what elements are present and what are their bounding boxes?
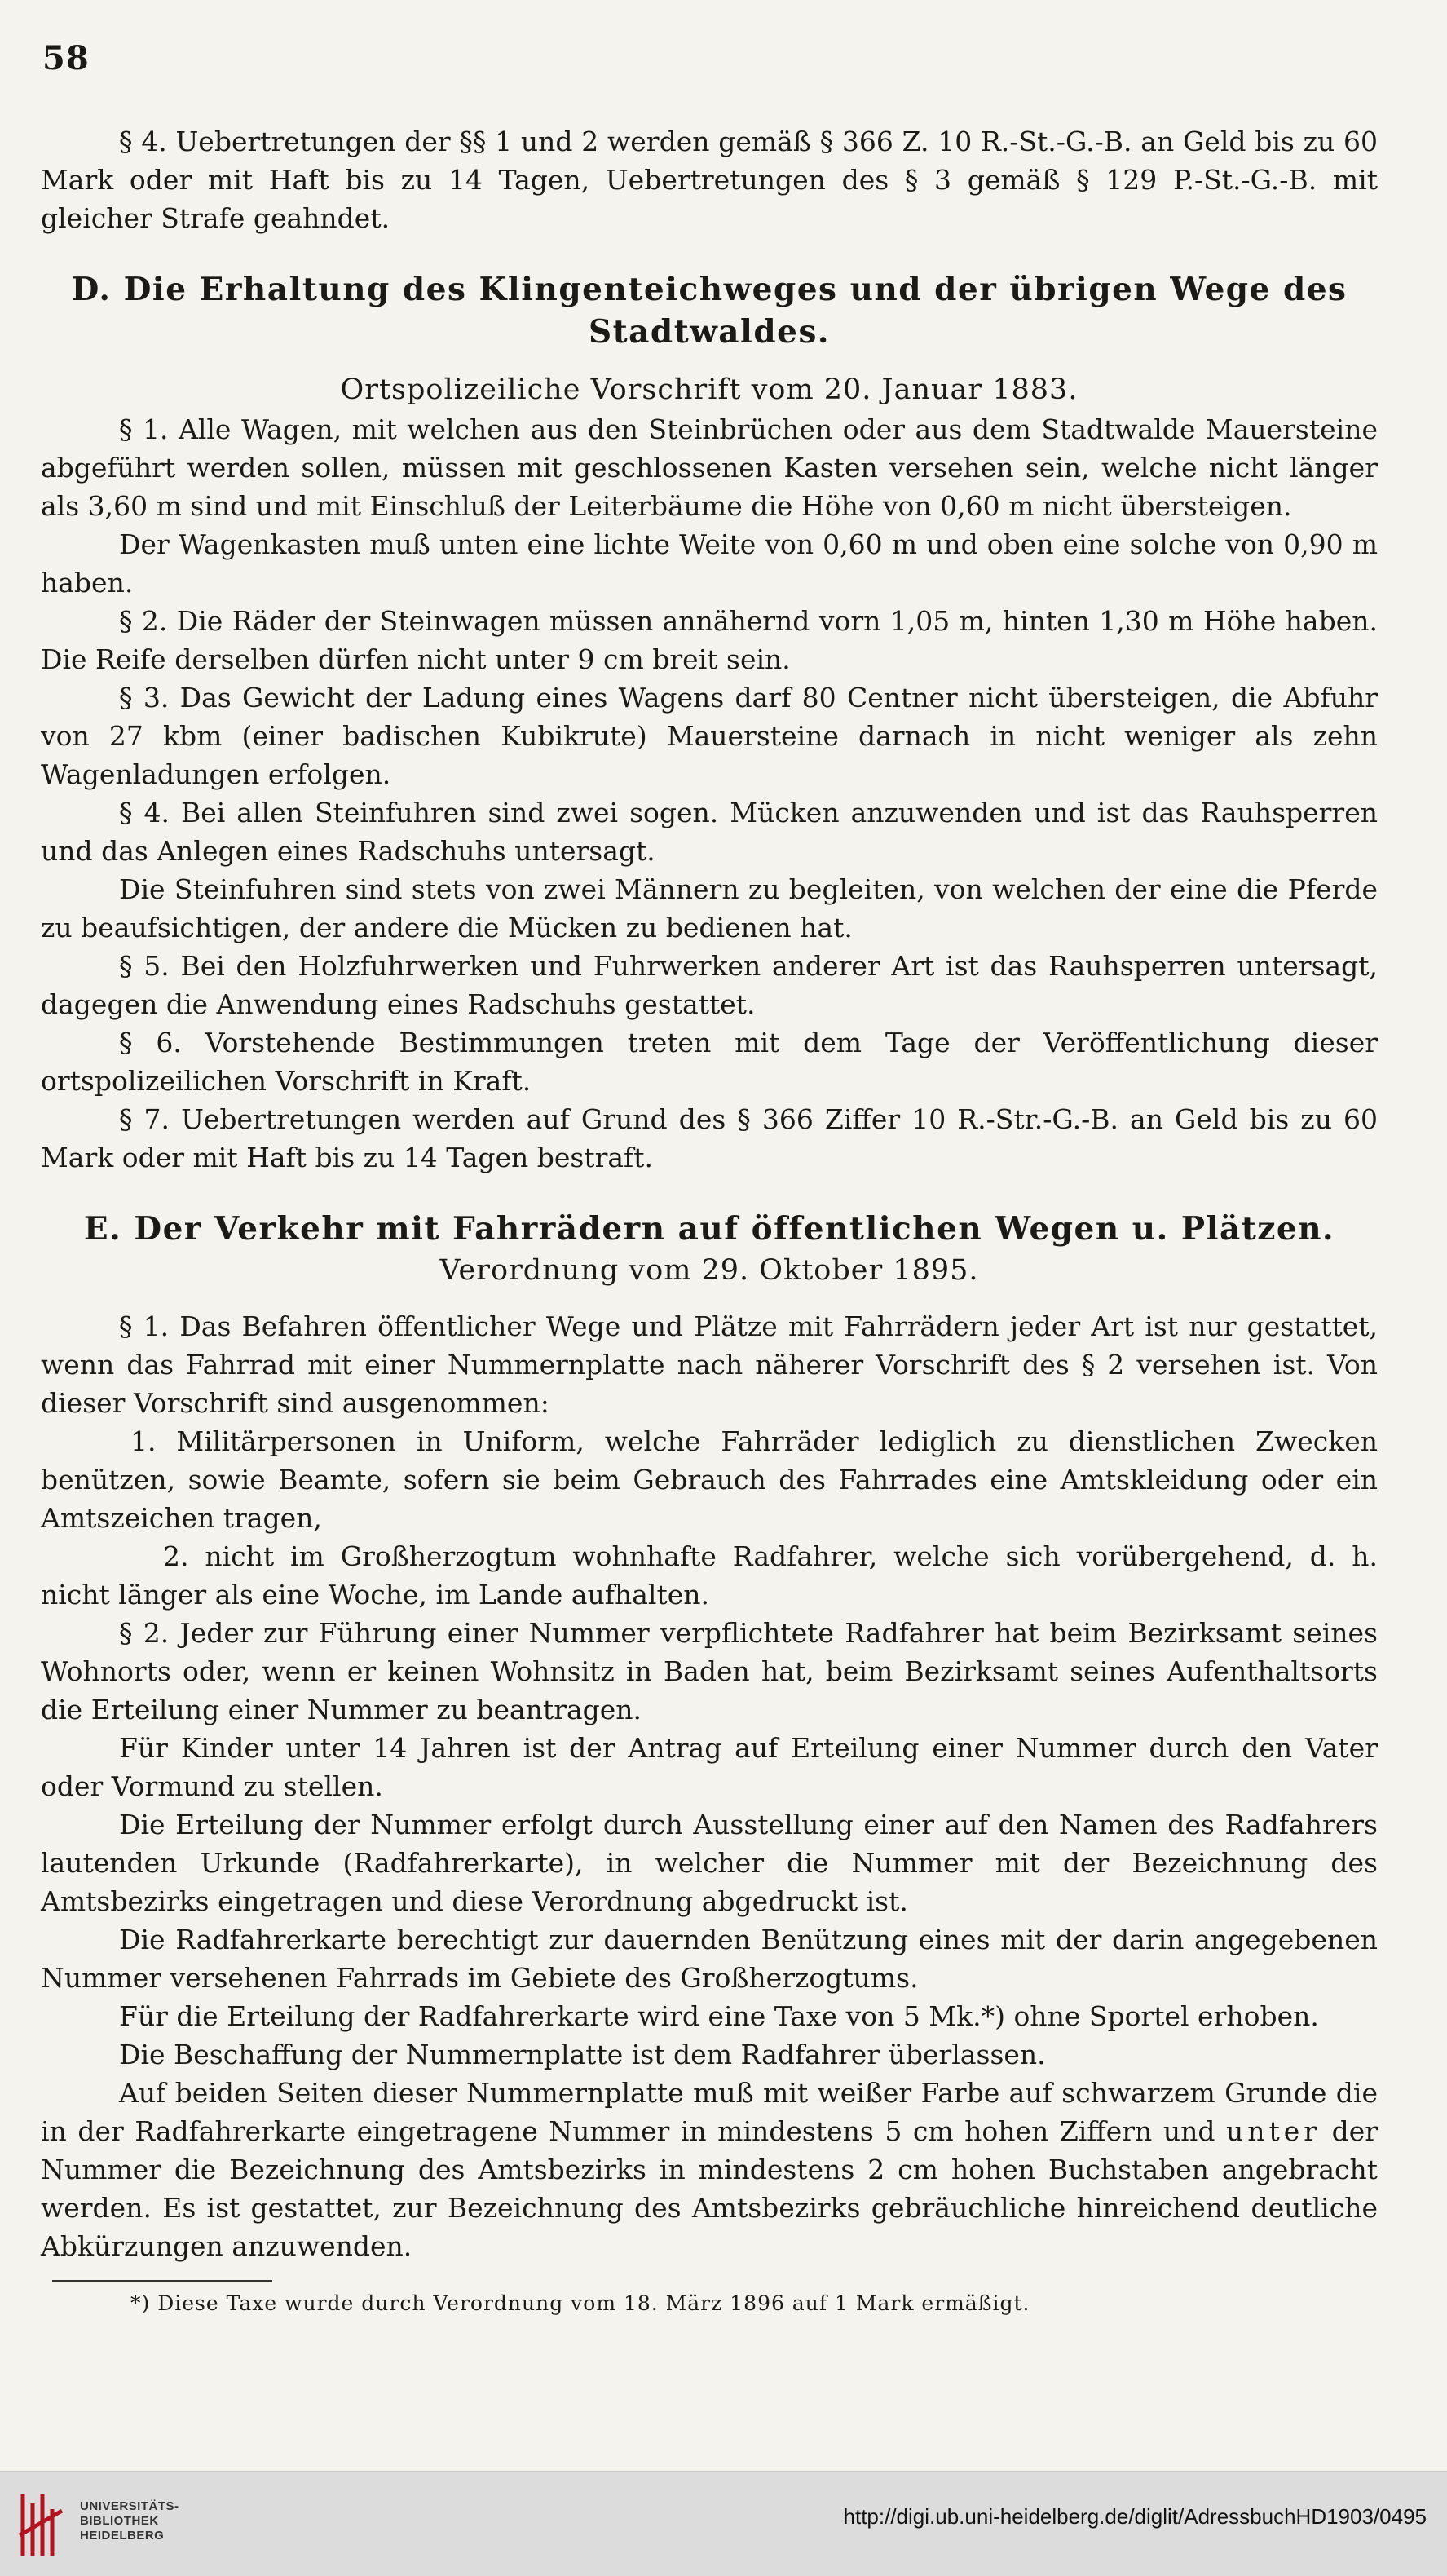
section-d-paragraph: Die Steinfuhren sind stets von zwei Männern zu begleiten, von welchen der eine die Pferde zu beaufsichtigen, der andere die Mücken zu bedienen hat.: [41, 873, 1378, 943]
library-name-line: UNIVERSITÄTS-: [80, 2499, 179, 2513]
spaced-word: unter: [1225, 2115, 1321, 2147]
section-e-paragraph: Für Kinder unter 14 Jahren ist der Antrag auf Erteilung einer Nummer durch den Vater oder Vormund zu stellen.: [41, 1732, 1378, 1802]
section-e-paragraph: Für die Erteilung der Radfahrerkarte wird eine Taxe von 5 Mk.*) ohne Sportel erhoben.: [119, 2000, 1319, 2032]
section-d-title: Die Erhaltung des Klingenteichweges und der übrigen Wege des Stadtwaldes.: [123, 271, 1348, 351]
section-d-paragraph: § 1. Alle Wagen, mit welchen aus den Steinbrüchen oder aus dem Stadtwalde Mauersteine abgeführt werden sollen, müssen mit geschlossenen Kasten versehen sein, welche nicht länger als 3,60 m sind und mit Einschluß der Leiterbäume die Höhe von 0,60 m nicht übersteigen.: [41, 413, 1378, 522]
section-e-title: Der Verkehr mit Fahrrädern auf öffentlichen Wegen u. Plätzen.: [134, 1210, 1335, 1248]
section-e-subtitle: Verordnung vom 29. Oktober 1895.: [439, 1254, 979, 1287]
section-e-paragraph: § 2. Jeder zur Führung einer Nummer verpflichtete Radfahrer hat beim Bezirksamt seines Wohnorts oder, wenn er keinen Wohnsitz in Baden hat, beim Bezirksamt seines Aufenthaltsorts die Erteilung einer Nummer zu beantragen.: [41, 1617, 1378, 1725]
exception-item-1: 1. Militärpersonen in Uniform, welche Fahrräder lediglich zu dienstlichen Zwecken benützen, sowie Beamte, sofern sie beim Gebrauch des Fahrrades eine Amtskleidung oder ein Amtszeichen tragen,: [41, 1425, 1378, 1534]
section-d-heading: [41, 268, 1378, 353]
section-e-letter: E.: [83, 1210, 122, 1248]
section-e-last-paragraph: [41, 2074, 1378, 2265]
section-d-paragraph: § 4. Bei allen Steinfuhren sind zwei sogen. Mücken anzuwenden und ist das Rauhsperren und das Anlegen eines Radschuhs untersagt.: [41, 797, 1378, 867]
section-e-paragraph: Die Erteilung der Nummer erfolgt durch Ausstellung einer auf den Namen des Radfahrers lautenden Urkunde (Radfahrerkarte), in welcher die Nummer mit der Bezeichnung des Amtsbezirks eingetragen und diese Verordnung abgedruckt ist.: [41, 1809, 1378, 1917]
last-paragraph-part-b: der Nummer die Bezeichnung des Amtsbezirks in mindestens 2 cm hohen Buchstaben angebracht werden. Es ist gestattet, zur Bezeichnung des Amtsbezirks gebräuchliche hinreichend deutliche Abkürzungen anzuwenden.: [41, 2115, 1378, 2262]
paragraph-prev-section-4: § 4. Uebertretungen der §§ 1 und 2 werden gemäß § 366 Z. 10 R.-St.-G.-B. an Geld bis zu 60 Mark oder mit Haft bis zu 14 Tagen, Uebertretungen des § 3 gemäß § 129 P.-St.-G.-B. mit gleicher Strafe geahndet.: [41, 126, 1378, 234]
section-e-paragraph: § 1. Das Befahren öffentlicher Wege und Plätze mit Fahrrädern jeder Art ist nur gestattet, wenn das Fahrrad mit einer Nummernplatte nach näherer Vorschrift des § 2 versehen ist. Von dieser Vorschrift sind ausgenommen:: [41, 1310, 1378, 1419]
section-e-heading: [41, 1208, 1378, 1250]
section-d-paragraph: § 5. Bei den Holzfuhrwerken und Fuhrwerken anderer Art ist das Rauhsperren untersagt, dagegen die Anwendung eines Radschuhs gestattet.: [41, 950, 1378, 1020]
last-paragraph-part-a: Auf beiden Seiten dieser Nummernplatte muß mit weißer Farbe auf schwarzem Grunde die in der Radfahrerkarte eingetragene Nummer in mindestens 5 cm hohen Ziffern und: [41, 2077, 1378, 2147]
section-d-paragraph: § 2. Die Räder der Steinwagen müssen annähernd vorn 1,05 m, hinten 1,30 m Höhe haben. Die Reife derselben dürfen nicht unter 9 cm breit sein.: [41, 605, 1378, 675]
section-e-paragraph: Die Radfahrerkarte berechtigt zur dauernden Benützung eines mit der darin angegebenen Nummer versehenen Fahrrads im Gebiete des Großherzogtums.: [41, 1924, 1378, 1994]
section-d-letter: D.: [71, 271, 112, 308]
library-name: [80, 2499, 179, 2543]
section-d-paragraph: § 7. Uebertretungen werden auf Grund des § 366 Ziffer 10 R.-Str.-G.-B. an Geld bis zu 60 Mark oder mit Haft bis zu 14 Tagen bestraft.: [41, 1103, 1378, 1173]
library-name-line: HEIDELBERG: [80, 2529, 165, 2543]
viewer-footer-bar: [0, 2471, 1447, 2576]
section-d-paragraph: § 3. Das Gewicht der Ladung eines Wagens darf 80 Centner nicht übersteigen, die Abfuhr von 27 kbm (einer badischen Kubikrute) Mauersteine darnach in nicht weniger als zehn Wagenladungen erfolgen.: [41, 682, 1378, 790]
source-url-link[interactable]: http://digi.ub.uni-heidelberg.de/diglit/AdressbuchHD1903/0495: [843, 2504, 1427, 2529]
section-d-paragraph: § 6. Vorstehende Bestimmungen treten mit dem Tage der Veröffentlichung dieser ortspolizeilichen Vorschrift in Kraft.: [41, 1027, 1378, 1097]
text-column: [41, 122, 1378, 2318]
page-number: 58: [42, 39, 90, 77]
section-d-paragraph: Der Wagenkasten muß unten eine lichte Weite von 0,60 m und oben eine solche von 0,90 m haben.: [41, 528, 1378, 599]
exception-item-2: 2. nicht im Großherzogtum wohnhafte Radfahrer, welche sich vorübergehend, d. h. nicht länger als eine Woche, im Lande aufhalten.: [41, 1540, 1378, 1611]
footnote: *) Diese Taxe wurde durch Verordnung vom 18. März 1896 auf 1 Mark ermäßigt.: [130, 2291, 1030, 2315]
library-name-line: BIBLIOTHEK: [80, 2514, 159, 2528]
section-e-paragraph: Die Beschaffung der Nummernplatte ist dem Radfahrer überlassen.: [119, 2039, 1046, 2070]
section-d-subtitle: Ortspolizeiliche Vorschrift vom 20. Januar 1883.: [340, 373, 1079, 406]
footnote-rule: [52, 2280, 272, 2282]
university-library-logo-icon[interactable]: [16, 2486, 65, 2564]
